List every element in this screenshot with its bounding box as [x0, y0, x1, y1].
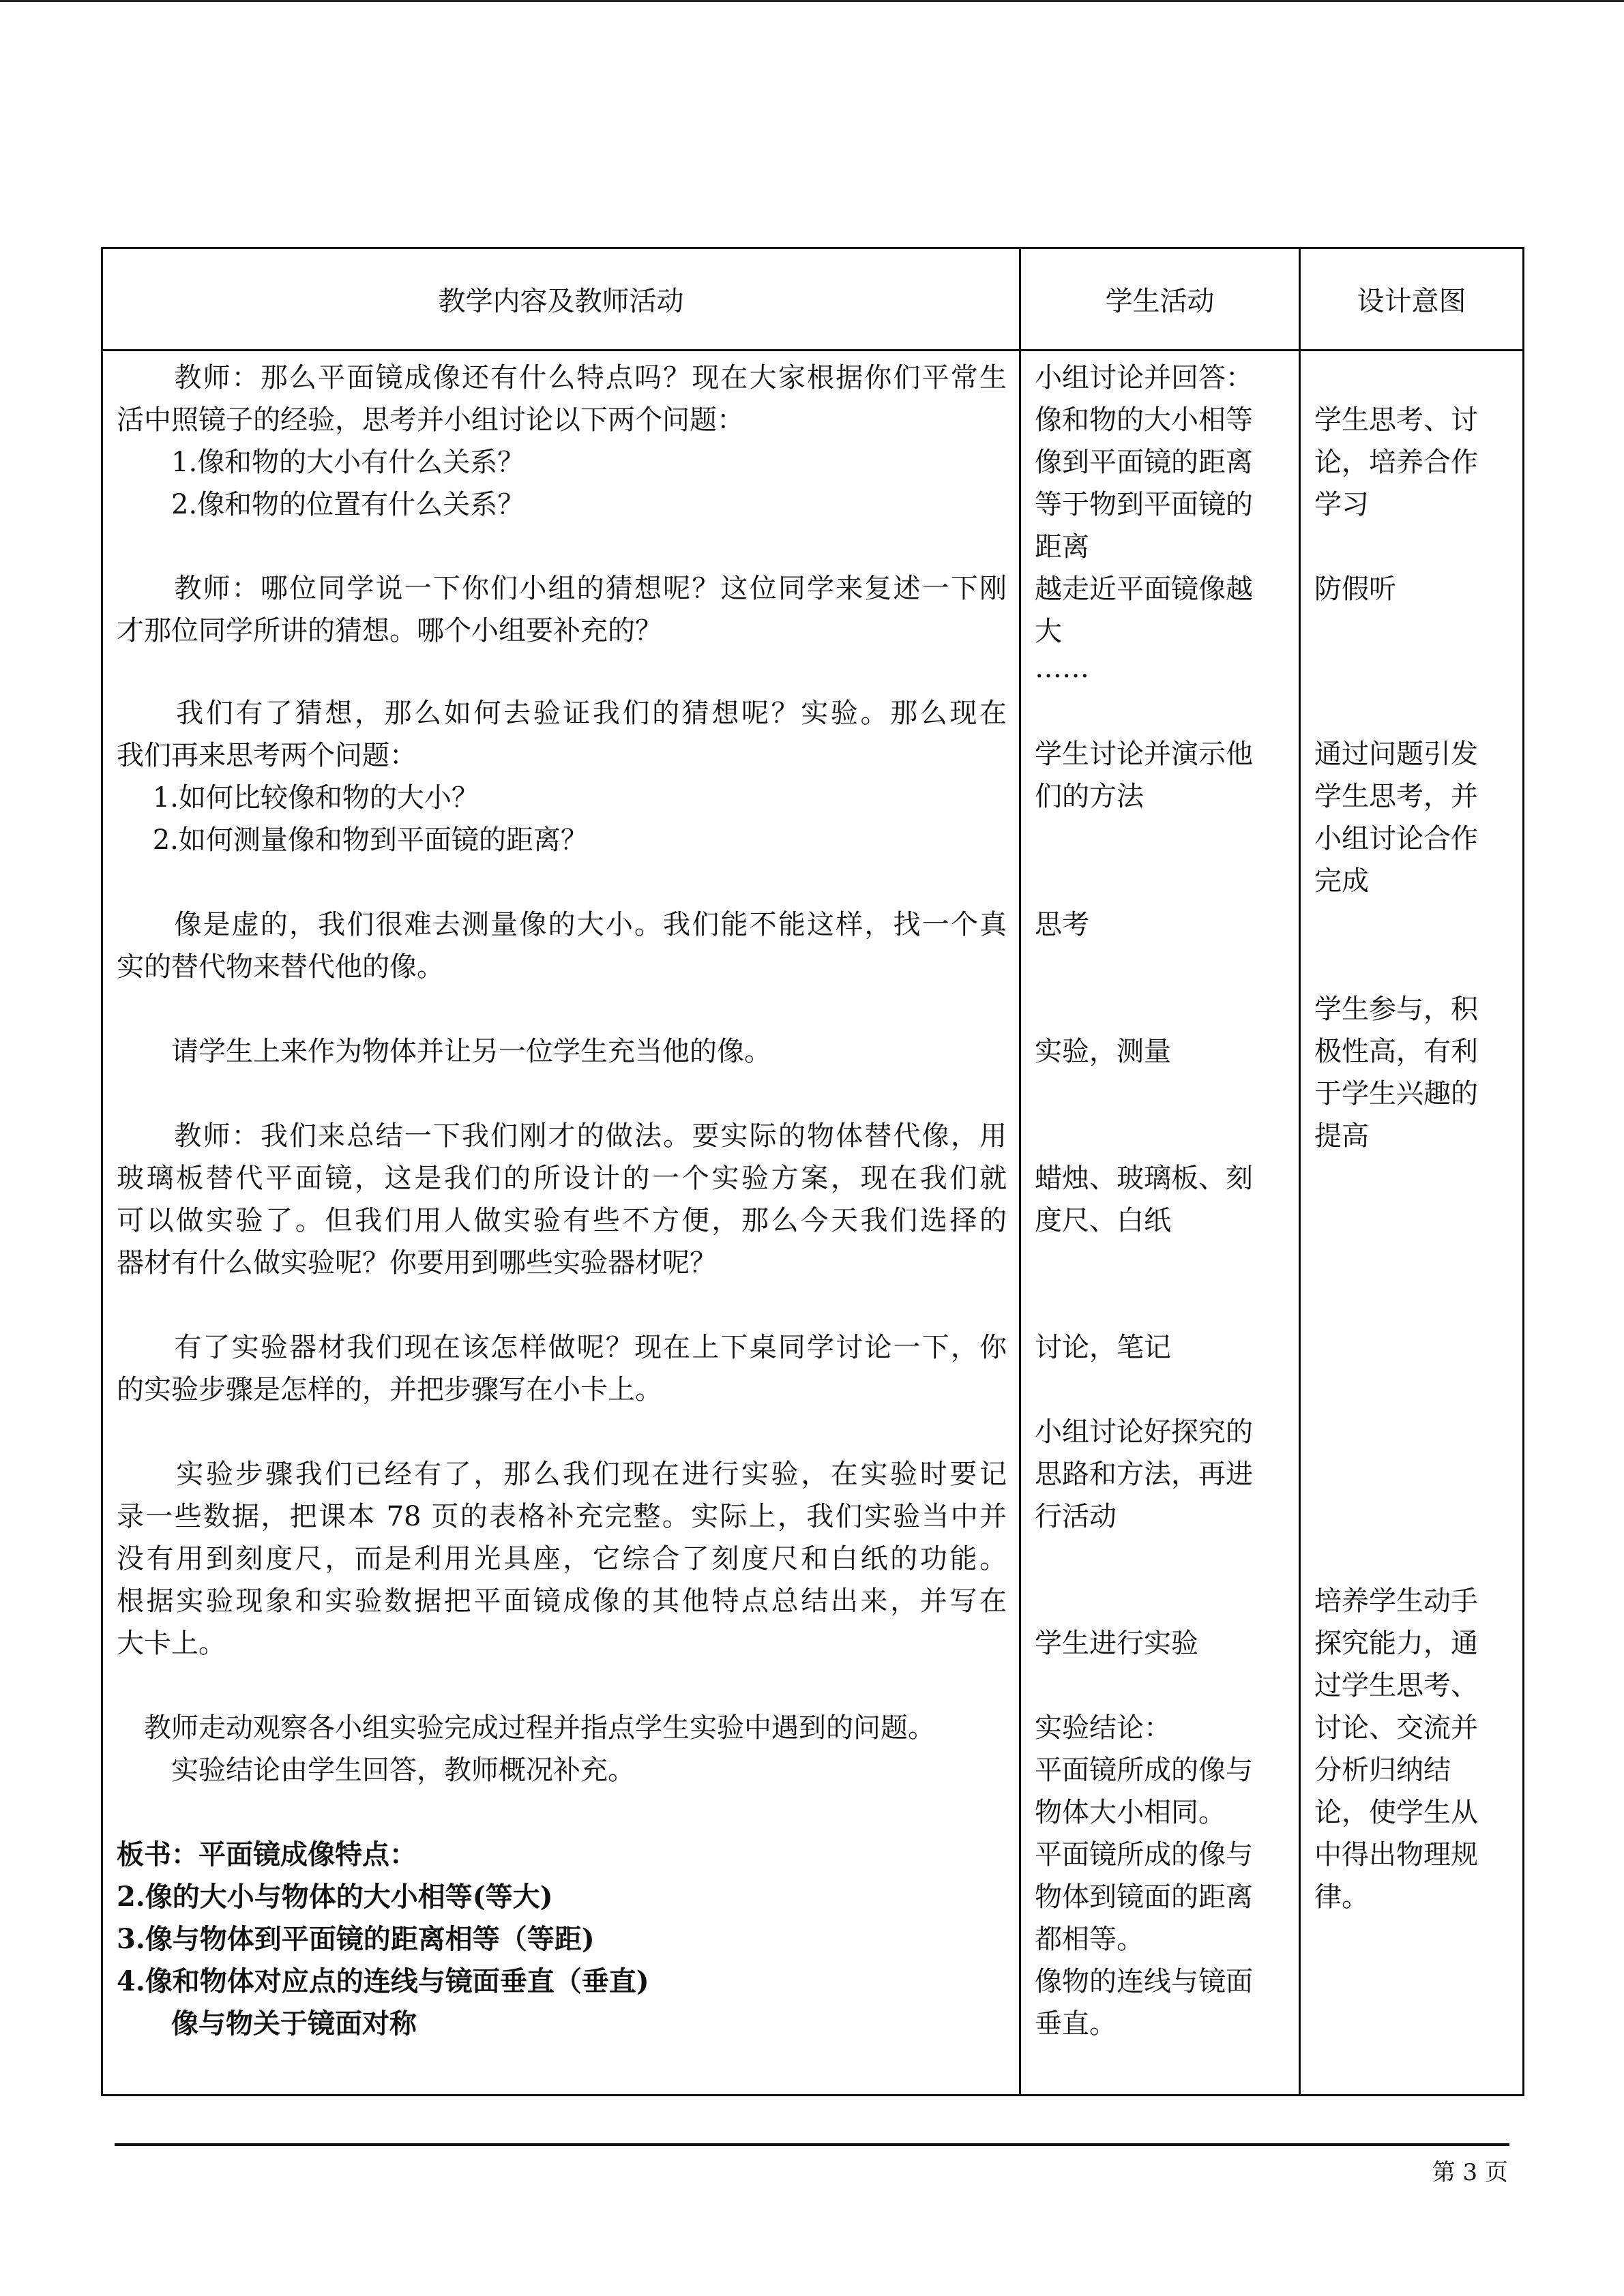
teacher-line: 我们再来思考两个问题： [117, 740, 417, 771]
teacher-line: 像是虚的，我们很难去测量像的大小。我们能不能这样，找一个真 [117, 909, 1007, 940]
teacher-line: 教师：那么平面镜成像还有什么特点吗？现在大家根据你们平常生 [117, 362, 1007, 393]
teacher-activity-cell [117, 351, 1007, 2094]
intent-line: 学习 [1314, 489, 1369, 520]
student-line: 度尺、白纸 [1035, 1205, 1171, 1236]
intent-line: 防假听 [1314, 573, 1396, 605]
student-line: 像到平面镜的距离 [1035, 447, 1253, 478]
teacher-line: 活中照镜子的经验，思考并小组讨论以下两个问题： [117, 404, 744, 436]
teacher-line: 教师走动观察各小组实验完成过程并指点学生实验中遇到的问题。 [117, 1712, 935, 1744]
student-line: 垂直。 [1035, 2008, 1117, 2040]
student-line: 蜡烛、玻璃板、刻 [1035, 1163, 1253, 1194]
teacher-line: 有了实验器材我们现在该怎样做呢？现在上下桌同学讨论一下，你 [117, 1332, 1007, 1363]
student-line: 平面镜所成的像与 [1035, 1839, 1253, 1870]
student-line: 行活动 [1035, 1501, 1117, 1532]
student-line: 物体到镜面的距离 [1035, 1881, 1253, 1913]
student-line: 物体大小相同。 [1035, 1797, 1226, 1828]
intent-line: 论，培养合作 [1314, 447, 1478, 478]
teacher-line: 玻璃板替代平面镜，这是我们的所设计的一个实验方案，现在我们就 [117, 1163, 1007, 1194]
teacher-line: 我们有了猜想，那么如何去验证我们的猜想呢？实验。那么现在 [117, 698, 1007, 729]
teacher-line: 1.如何比较像和物的大小？ [117, 782, 479, 814]
intent-line: 小组讨论合作 [1314, 823, 1478, 854]
intent-line: 完成 [1314, 865, 1369, 897]
teacher-line: 的实验步骤是怎样的，并把步骤写在小卡上。 [117, 1374, 662, 1405]
teacher-line: 2.像和物的位置有什么关系？ [117, 489, 525, 520]
intent-line: 提高 [1314, 1120, 1369, 1152]
student-line: 等于物到平面镜的 [1035, 489, 1253, 520]
teacher-line: 请学生上来作为物体并让另一位学生充当他的像。 [117, 1036, 771, 1067]
teacher-line: 可以做实验了。但我们用人做实验有些不方便，那么今天我们选择的 [117, 1205, 1007, 1236]
teacher-line: 录一些数据，把课本 78 页的表格补充完整。实际上，我们实验当中并 [117, 1501, 1007, 1532]
student-line: 小组讨论好探究的 [1035, 1416, 1253, 1448]
board-writing-item: 像与物关于镜面对称 [117, 2008, 417, 2040]
student-line: 思考 [1035, 909, 1089, 940]
teacher-line: 1.像和物的大小有什么关系？ [117, 447, 525, 478]
student-line: 小组讨论并回答： [1035, 362, 1253, 393]
page-top-rule [0, 0, 1624, 2]
student-line: …… [1035, 653, 1089, 684]
teacher-line: 没有用到刻度尺，而是利用光具座，它综合了刻度尺和白纸的功能。 [117, 1543, 1007, 1575]
intent-line: 通过问题引发 [1314, 739, 1478, 770]
board-writing-item: 4.像和物体对应点的连线与镜面垂直（垂直) [117, 1965, 649, 1997]
header-student-activity: 学生活动 [1105, 286, 1215, 317]
student-line: 平面镜所成的像与 [1035, 1755, 1253, 1786]
student-activity-cell [1035, 351, 1288, 2094]
column-divider [1019, 249, 1021, 2094]
intent-line: 论，使学生从 [1314, 1797, 1478, 1828]
student-line: 学生讨论并演示他 [1035, 739, 1253, 770]
board-writing-item: 3.像与物体到平面镜的距离相等（等距) [117, 1923, 595, 1955]
page-number: 第 3 页 [1432, 2159, 1508, 2186]
header-teacher-activity: 教学内容及教师活动 [438, 286, 684, 317]
teacher-line: 2.如何测量像和物到平面镜的距离？ [117, 824, 588, 856]
teacher-line: 实验结论由学生回答，教师概况补充。 [117, 1755, 635, 1786]
student-line: 像物的连线与镜面 [1035, 1966, 1253, 1997]
teacher-line: 大卡上。 [117, 1628, 226, 1659]
design-intent-cell [1314, 351, 1512, 2094]
student-line: 大 [1035, 616, 1062, 647]
intent-line: 学生思考，并 [1314, 781, 1478, 812]
board-writing-item: 2.像的大小与物体的大小相等(等大) [117, 1881, 553, 1913]
header-design-intent: 设计意图 [1357, 286, 1466, 317]
intent-line: 讨论、交流并 [1314, 1712, 1478, 1744]
teacher-line: 实验步骤我们已经有了，那么我们现在进行实验，在实验时要记 [117, 1459, 1007, 1490]
teacher-line: 实的替代物来替代他的像。 [117, 951, 444, 983]
column-divider [1299, 249, 1301, 2094]
student-line: 学生进行实验 [1035, 1628, 1198, 1659]
intent-line: 培养学生动手 [1314, 1585, 1478, 1617]
intent-line: 于学生兴趣的 [1314, 1078, 1478, 1109]
intent-line: 过学生思考、 [1314, 1670, 1478, 1701]
teacher-line: 才那位同学所讲的猜想。哪个小组要补充的？ [117, 615, 662, 646]
intent-line: 学生参与，积 [1314, 994, 1478, 1025]
student-line: 实验，测量 [1035, 1036, 1171, 1067]
student-line: 讨论，笔记 [1035, 1332, 1171, 1363]
intent-line: 中得出物理规 [1314, 1839, 1478, 1870]
student-line: 实验结论： [1035, 1712, 1171, 1744]
teacher-line: 根据实验现象和实验数据把平面镜成像的其他特点总结出来，并写在 [117, 1585, 1007, 1617]
intent-line: 学生思考、讨 [1314, 404, 1478, 436]
student-line: 们的方法 [1035, 781, 1144, 812]
teacher-line: 器材有什么做实验呢？你要用到哪些实验器材呢？ [117, 1247, 717, 1279]
footer-rule [115, 2143, 1509, 2146]
student-line: 越走近平面镜像越 [1035, 573, 1253, 605]
intent-line: 分析归纳结 [1314, 1755, 1451, 1786]
student-line: 思路和方法，再进 [1035, 1459, 1253, 1490]
intent-line: 探究能力，通 [1314, 1628, 1478, 1659]
teacher-line: 教师：我们来总结一下我们刚才的做法。要实际的物体替代像，用 [117, 1120, 1007, 1152]
student-line: 都相等。 [1035, 1924, 1144, 1955]
teacher-line: 教师：哪位同学说一下你们小组的猜想呢？这位同学来复述一下刚 [117, 573, 1007, 604]
student-line: 像和物的大小相等 [1035, 404, 1253, 436]
intent-line: 律。 [1314, 1881, 1369, 1913]
board-writing-title: 板书：平面镜成像特点： [117, 1838, 417, 1870]
lesson-plan-table [101, 247, 1524, 2096]
intent-line: 极性高，有利 [1314, 1036, 1478, 1067]
student-line: 距离 [1035, 531, 1089, 563]
